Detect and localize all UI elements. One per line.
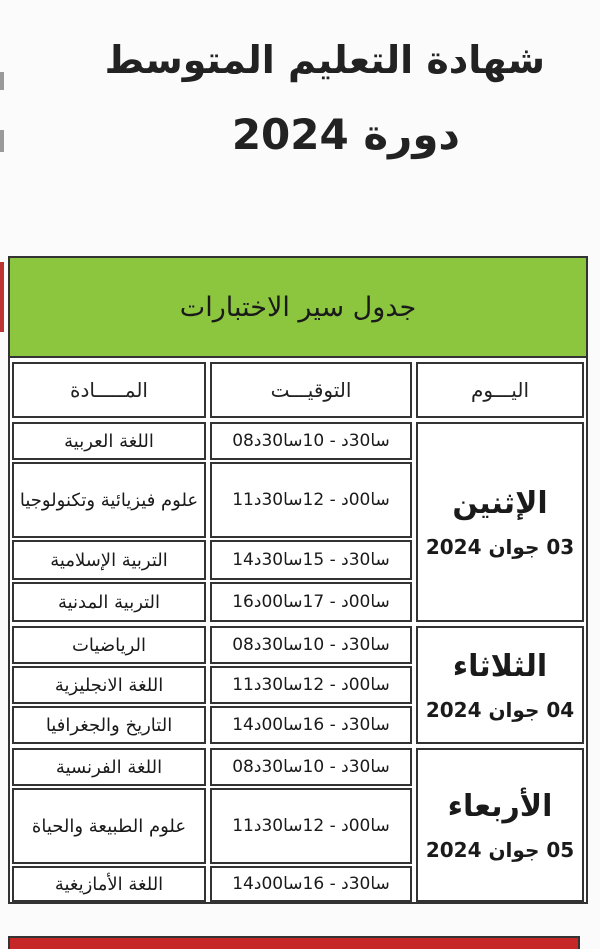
exam-schedule-table: [8, 256, 588, 904]
exam-subject: اللغة الانجليزية: [12, 666, 206, 704]
exam-subject: التاريخ والجغرافيا: [12, 706, 206, 744]
day-name: الثلاثاء: [452, 648, 548, 684]
column-header-subject: المـــــادة: [12, 362, 206, 418]
exam-subject: علوم الطبيعة والحياة: [12, 788, 206, 864]
column-header-day: اليـــوم: [416, 362, 584, 418]
edge-mark: [0, 262, 4, 332]
day-cell: [416, 626, 584, 744]
exam-time: 08سا30د - 10سا30د: [210, 626, 412, 664]
exam-subject: التربية المدنية: [12, 582, 206, 622]
day-date: 04 جوان 2024: [425, 697, 575, 722]
exam-time: 11سا00د - 12سا30د: [210, 788, 412, 864]
page-title: شهادة التعليم المتوسط: [104, 38, 545, 82]
exam-time: 14سا30د - 16سا00د: [210, 866, 412, 902]
exam-time: 14سا30د - 16سا00د: [210, 706, 412, 744]
session-title: دورة 2024: [231, 110, 460, 159]
exam-time: 16سا00د - 17سا00د: [210, 582, 412, 622]
exam-time: 14سا30د - 15سا30د: [210, 540, 412, 580]
exam-subject: اللغة العربية: [12, 422, 206, 460]
banner-title: جدول سير الاختبارات: [179, 291, 417, 323]
bottom-red-bar: [8, 936, 580, 949]
exam-time: 08سا30د - 10سا30د: [210, 422, 412, 460]
day-cell: [416, 748, 584, 902]
day-date: 03 جوان 2024: [425, 534, 575, 559]
exam-subject: الرياضيات: [12, 626, 206, 664]
exam-subject: التربية الإسلامية: [12, 540, 206, 580]
column-header-time: التوقيـــت: [210, 362, 412, 418]
exam-time: 08سا30د - 10سا30د: [210, 748, 412, 786]
day-date: 05 جوان 2024: [425, 837, 575, 862]
day-cell: [416, 422, 584, 622]
exam-subject: علوم فيزيائية وتكنولوجيا: [12, 462, 206, 538]
day-name: الإثنين: [452, 485, 548, 521]
exam-subject: اللغة الأمازيغية: [12, 866, 206, 902]
day-name: الأربعاء: [447, 788, 553, 824]
table-banner: [10, 258, 586, 358]
page-header: [0, 0, 600, 250]
exam-time: 11سا00د - 12سا30د: [210, 462, 412, 538]
exam-time: 11سا00د - 12سا30د: [210, 666, 412, 704]
exam-subject: اللغة الفرنسية: [12, 748, 206, 786]
